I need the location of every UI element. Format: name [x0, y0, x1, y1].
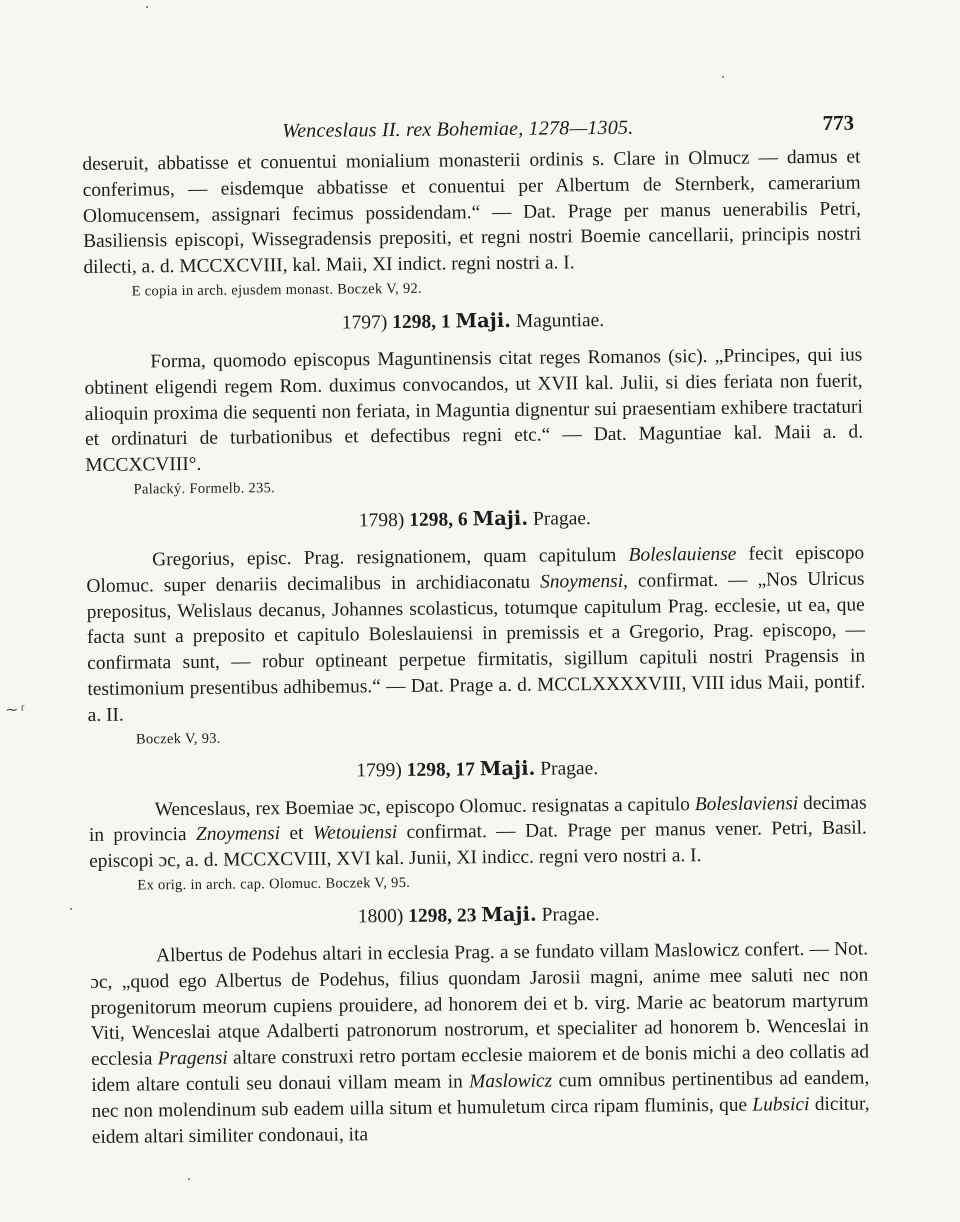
- doc-body: — Not. ɔc, „quod ego Albertus de Podehus, filius quondam Jarosii magni, anime mee saluti nec non progenitorum meorum cupiens prouidere, ad honorem dei et b. virg. Marie ac beatorum martyrum Viti, Wenceslai atque Adalberti patronorum nostrorum, et specialiter ad honorem b. Wenceslai in ecclesia: [90, 938, 869, 1071]
- doc-place: Pragae.: [541, 904, 600, 926]
- document-text-1797: [84, 343, 863, 479]
- document-text-1798: [86, 540, 866, 728]
- speck: [146, 6, 148, 8]
- document-heading-1799: [88, 753, 866, 785]
- doc-place: Pragae.: [532, 508, 591, 530]
- doc-body: cum omnibus pertinentibus ad eandem, nec non molendinum sub eadem uilla situm et humuletum circa ripam fluminis, que: [91, 1067, 870, 1122]
- doc-body: „Principes, qui ius obtinent eligendi regem Rom. duximus convocandos, ut XVII kal. Julii, si dies feriata non fuerit, alioquin proxima die sequenti non feriata, in Maguntia dignentur sui praesentiam exhibere tractaturi et ordinaturi de turbationibus et defectibus regni etc.“ — Dat. Maguntiae kal. Maii a. d. MCCXCVIII°.: [84, 344, 864, 477]
- speck: [722, 76, 724, 78]
- doc-place: Pragae.: [540, 757, 599, 780]
- running-title: Wenceslaus II. rex Bohemiae, 1278—1305.: [282, 116, 634, 143]
- place-name-italic: Lubsici: [752, 1093, 810, 1116]
- doc-summary: Forma, quomodo episcopus Maguntinensis citat reges Romanos (sic).: [150, 345, 708, 373]
- doc-summary-part: Gregorius, episc. Prag. resignationem, quam capitulum: [152, 544, 629, 571]
- doc-year: 1298,: [409, 509, 454, 531]
- doc-day: 23: [456, 905, 477, 927]
- doc-summary: Albertus de Podehus altari in ecclesia Prag. a se fundato villam Maslowicz confert.: [155, 939, 805, 967]
- doc-month: Maji.: [472, 506, 529, 531]
- doc-body: — Dat. Prage per manus vener. Petri, Basil. episcopi ɔc, a. d. MCCXCVIII, XVI kal. Junii, XI indicc. regni vero nostri a. I.: [89, 817, 867, 873]
- source-note: E copia in arch. ejusdem monast. Boczek V, 92.: [131, 280, 423, 300]
- doc-summary-part: et: [279, 823, 313, 845]
- page: [82, 111, 870, 1151]
- doc-number: 1797): [341, 312, 388, 334]
- doc-number: 1799): [356, 759, 402, 781]
- doc-body: altare construxi retro portam ecclesie maiorem et de bonis michi a deo collatis ad idem altare contuli seu donaui villam meam in: [91, 1041, 870, 1096]
- doc-summary-part: Wenceslaus, rex Boemiae ɔc, episcopo Olomuc. resignatas a capitulo: [154, 793, 695, 820]
- doc-day: 6: [457, 509, 468, 531]
- source-note: Boczek V, 93.: [135, 730, 221, 748]
- doc-month: Maji.: [455, 308, 512, 333]
- place-name-italic: Wetouiensi: [312, 822, 398, 845]
- continuation-text: deseruit, abbatisse et conuentui monialium monasterii ordinis s. Clare in Olmucz — damus et conferimus, — eisdemque abbatisse et conuentui per Albertum de Sternberk, camerarium Olomucensem, assignari fecimus possidendam.“ — Dat. Prage per manus uenerabilis Petri, Basiliensis episcopi, Wissegradensis prepositi, et regni nostri Boemie cancellarii, principis nostri dilecti, a. d. MCCXCVIII, kal. Maii, XI indict. regni nostri a. I.: [82, 146, 862, 279]
- doc-month: Maji.: [479, 756, 536, 780]
- document-heading-1798: [86, 503, 864, 535]
- doc-summary-part: decimas in provincia: [88, 792, 867, 847]
- place-name-italic: Snoymensi: [540, 570, 624, 593]
- doc-summary-part: confirmat.: [397, 821, 487, 844]
- doc-year: 1298,: [406, 759, 451, 781]
- doc-year: 1298,: [408, 905, 453, 927]
- speck: [188, 1178, 190, 1180]
- doc-place: Maguntiae.: [515, 309, 605, 332]
- doc-number: 1798): [358, 509, 405, 532]
- place-name-italic: Boleslaviensi: [694, 792, 799, 815]
- place-name-italic: Boleslauiense: [628, 543, 737, 566]
- place-name-italic: Znoymensi: [195, 823, 281, 846]
- document-text-1799: [89, 790, 868, 875]
- place-name-italic: Maslowicz: [469, 1070, 553, 1093]
- margin-mark: ~ ͬ: [5, 700, 23, 719]
- document-text-1800: [90, 936, 870, 1150]
- doc-summary-part: , confirmat.: [622, 569, 719, 592]
- place-name-italic: Pragensi: [157, 1047, 228, 1070]
- doc-summary-part: fecit episcopo Olomuc. super denariis decimalibus in archidiaconatu: [86, 542, 865, 597]
- doc-day: 17: [455, 758, 476, 780]
- speck: [70, 908, 72, 910]
- doc-body: — „Nos Ulricus prepositus, Welislaus decanus, Johannes scolasticus, totumque capitulum Prag. ecclesie, ut ea, que facta sunt a preposito et capitulo Boleslauiensi in premissis et a Gregorio, Prag. episcopo, — confirmata sunt, — robur optineant perpetue firmitatis, sigillum capituli nostri Pragensis in testimonium presentibus adhibemus.“ — Dat. Prage a. d. MCCLXXXXVIII, VIII idus Maii, pontif. a. II.: [86, 568, 866, 726]
- document-heading-1797: [84, 306, 862, 338]
- doc-year: 1298,: [392, 311, 437, 334]
- source-note: Palacký. Formelb. 235.: [133, 480, 276, 498]
- source-note: Ex orig. in arch. cap. Olomuc. Boczek V, 95.: [137, 874, 411, 894]
- doc-day: 1: [440, 311, 451, 333]
- page-number: 773: [822, 110, 855, 135]
- doc-number: 1800): [357, 905, 404, 928]
- doc-month: Maji.: [481, 902, 537, 927]
- doc-body: dicitur, eidem altari similiter condonaui, ita: [91, 1093, 870, 1148]
- document-heading-1800: [90, 899, 868, 931]
